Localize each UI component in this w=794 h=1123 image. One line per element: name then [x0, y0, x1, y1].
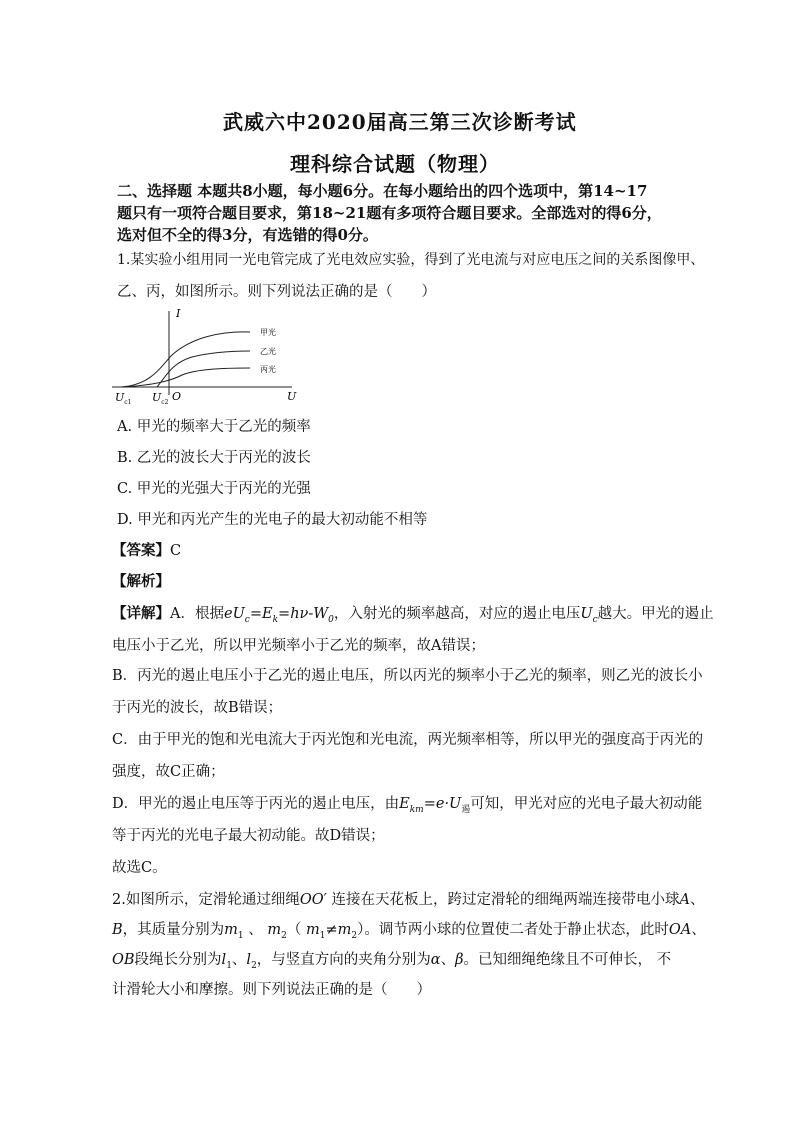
q2-line3: OB段绳长分别为$l_1$、$l_2$，与竖直方向的夹角分别为α、β。已知细绳绝缘且不可伸长， 不 [112, 952, 672, 971]
y-axis-label: I [176, 307, 181, 320]
option-c[interactable]: C. 甲光的光强大于丙光的光强 [117, 481, 311, 497]
option-b[interactable]: B. 乙光的波长大于丙光的波长 [117, 450, 311, 466]
q1-stem-line2: 乙、丙，如图所示。则下列说法正确的是（ ） [117, 284, 436, 300]
q2-line2: B，其质量分别为$m_1$ 、 $m_2$（ $m_1\ne m_2$）。调节两小球的位置使二者处于静止状态，此时OA、 [112, 922, 706, 941]
detail-a-end: 越大。甲光的遏止 [597, 606, 714, 622]
detail-b-line1: B．丙光的遏止电压小于乙光的遏止电压，所以丙光的频率小于乙光的频率，则乙光的波长小 [112, 668, 703, 684]
curve-bing [121, 368, 250, 387]
detail-d-line1 [112, 792, 702, 815]
detail-a-post: ，入射光的频率越高，对应的遏止电压 [333, 606, 581, 622]
detail-c-line1: C．由于甲光的饱和光电流大于丙光饱和光电流，两光频率相等，所以甲光的强度高于丙光的 [112, 732, 704, 748]
section-heading-line2: 题只有一项符合题目要求，第18~21题有多项符合题目要求。全部选对的得6分， [117, 204, 662, 222]
option-d[interactable]: D. 甲光和丙光产生的光电子的最大初动能不相等 [117, 512, 428, 528]
formula-uc: $U_c$ [580, 606, 598, 625]
detail-d-post: 可知，甲光对应的光电子最大初动能 [470, 796, 703, 812]
section-heading-line1: 二、选择题 本题共8小题，每小题6分。在每小题给出的四个选项中，第14~17 [117, 182, 648, 200]
exam-subtitle: 理科综合试题（物理） [290, 152, 500, 176]
answer-tag: 【答案】 [112, 542, 170, 559]
option-a[interactable]: A. 甲光的频率大于乙光的频率 [117, 419, 311, 435]
section-heading-line3: 选对但不全的得3分，有选错的得0分。 [117, 226, 378, 244]
answer-value: C [170, 543, 182, 559]
q2-line1: 2.如图所示，定滑轮通过细绳OO′ 连接在天花板上，跨过定滑轮的细绳两端连接带电小球A、 [112, 892, 705, 908]
detail-a-line1 [112, 602, 714, 625]
conclusion: 故选C。 [112, 860, 167, 876]
photoelectric-iu-graph [112, 305, 302, 405]
detail-d-pre: D．甲光的遏止电压等于丙光的遏止电压，由 [112, 796, 400, 812]
curve-yi-label: 乙光 [260, 347, 276, 356]
origin-label: O [172, 390, 182, 403]
uc1-label: $U_{c1}$ [115, 391, 132, 405]
curve-jia-label: 甲光 [260, 328, 276, 337]
answer-line [112, 539, 181, 560]
detail-tag: 【详解】 [112, 605, 170, 622]
exam-title: 武威六中2020届高三第三次诊断考试 [223, 110, 577, 134]
x-axis-label: U [287, 390, 297, 403]
detail-a-line2: 电压小于乙光，所以甲光频率小于乙光的频率，故A错误； [112, 638, 485, 654]
formula-ekm: $E_{km}=e\cdot U_遏$ [399, 796, 471, 815]
detail-b-line2: 于丙光的波长，故B错误； [112, 700, 283, 716]
uc2-label: $U_{c2}$ [152, 391, 169, 405]
formula-euc: $eU_c=E_k=h\nu-W_0$ [223, 606, 334, 625]
detail-c-line2: 强度，故C正确； [112, 764, 225, 780]
detail-d-line2: 等于丙光的光电子最大初动能。故D错误； [112, 828, 385, 844]
q2-line4: 计滑轮大小和摩擦。则下列说法正确的是（ ） [112, 982, 431, 998]
detail-a-pre: A．根据 [170, 606, 224, 622]
analysis-tag: 【解析】 [112, 573, 170, 590]
q1-stem-line1: 1.某实验小组用同一光电管完成了光电效应实验，得到了光电流与对应电压之间的关系图像甲、 [117, 252, 705, 268]
curve-bing-label: 丙光 [260, 365, 276, 374]
